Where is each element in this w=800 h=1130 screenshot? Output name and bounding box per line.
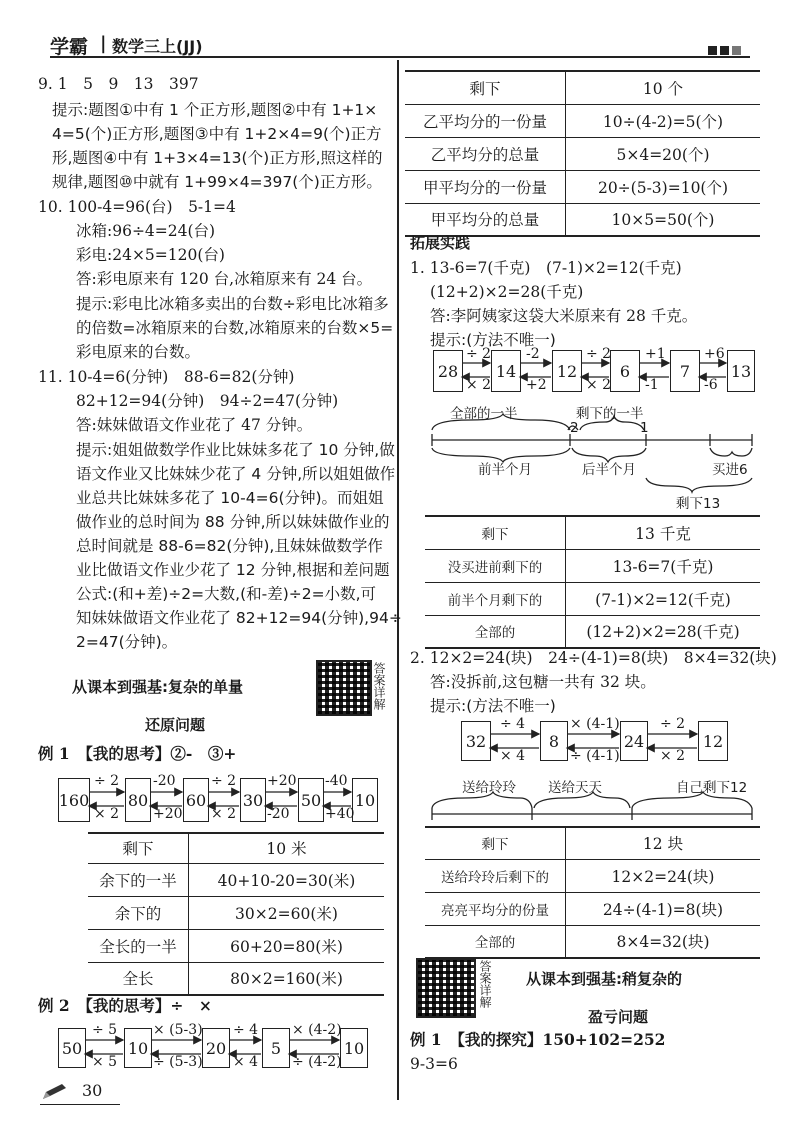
cell: 8×4=32(块): [566, 925, 761, 958]
cell: 前半个月剩下的: [425, 582, 566, 615]
flow-op: +20: [153, 806, 183, 822]
flow-op: ÷ 2: [660, 716, 686, 732]
cell: 40+10-20=30(米): [189, 863, 385, 896]
example-2-label: 例 2 【我的思考】÷ ×: [38, 996, 212, 1015]
flow-box: 24: [620, 721, 648, 761]
q10-hint-line: 提示:彩电比冰箱多卖出的台数÷彩电比冰箱多: [76, 295, 389, 313]
cell: 没买进前剩下的: [425, 549, 566, 582]
cell: 10 米: [189, 833, 385, 863]
flow-op: × (4-1): [570, 716, 620, 732]
cell: 80×2=160(米): [189, 962, 385, 995]
flow-op: × 2: [586, 377, 612, 393]
cell: 乙平均分的一份量: [405, 104, 566, 137]
cell: 余下的: [88, 896, 189, 929]
flow-box: 10: [124, 1028, 152, 1068]
q10-hint-line: 彩电原来的台数。: [76, 343, 201, 361]
flow-box: 7: [670, 350, 700, 392]
cell: 剩下: [88, 833, 189, 863]
flow-box: 12: [698, 721, 728, 761]
cell: 10×5=50(个): [566, 203, 761, 236]
flow-box: 10: [340, 1028, 368, 1068]
cell: 60+20=80(米): [189, 929, 385, 962]
flow-op: +20: [267, 773, 297, 789]
cell: 剩下: [405, 71, 566, 104]
flow-op: ÷ (4-1): [570, 748, 620, 764]
flow-op: × (4-2): [292, 1022, 342, 1038]
flow-box: 20: [202, 1028, 230, 1068]
example-1-label: 例 1 【我的思考】②- ③+: [38, 744, 237, 763]
cell: 24÷(4-1)=8(块): [566, 892, 761, 925]
q9-hint-line: 4=5(个)正方形,题图③中有 1+2×4=9(个)正方: [52, 125, 382, 143]
q10-line: 彩电:24×5=120(台): [76, 246, 225, 264]
section-subtitle: 盈亏问题: [588, 1008, 649, 1026]
flow-box: 14: [491, 350, 521, 392]
flow-box: 30: [240, 778, 266, 822]
flow-box: 80: [125, 778, 151, 822]
flow-op: ÷ 4: [500, 716, 526, 732]
cell: 12 块: [566, 827, 761, 859]
page-header-title: 数学三上(JJ): [112, 37, 203, 56]
flow-op: × 4: [500, 748, 526, 764]
cell: 甲平均分的一份量: [405, 170, 566, 203]
p2-line: 答:没拆前,这包糖一共有 32 块。: [430, 673, 656, 691]
q11-hint-line: 业总共比妹妹多花了 10-4=6(分钟)。而姐姐: [76, 489, 384, 507]
bracket-label: 送给玲玲: [462, 780, 516, 796]
flow-op: ÷ 2: [466, 346, 492, 362]
p1-hint: 提示:(方法不唯一): [430, 331, 556, 349]
q11-line: 82+12=94(分钟) 94÷2=47(分钟): [76, 392, 339, 410]
bracket-label: 送给天天: [548, 780, 602, 796]
flow-op: +6: [704, 346, 725, 362]
cell: 全部的: [425, 615, 566, 648]
flow-box: 50: [298, 778, 324, 822]
p2-line: 2. 12×2=24(块) 24÷(4-1)=8(块) 8×4=32(块): [410, 649, 777, 667]
cell: (7-1)×2=12(千克): [566, 582, 761, 615]
cell: 12×2=24(块): [566, 859, 761, 892]
section-title: 从课本到强基:复杂的单量: [72, 678, 243, 696]
cell: 20÷(5-3)=10(个): [566, 170, 761, 203]
cell: 剩下: [425, 516, 566, 549]
cell: 13 千克: [566, 516, 761, 549]
flow-op: -40: [325, 773, 348, 789]
q11-hint-line: 提示:姐姐做数学作业比妹妹多花了 10 分钟,做: [76, 441, 395, 459]
p2-hint: 提示:(方法不唯一): [430, 697, 556, 715]
cell: 送给玲玲后剩下的: [425, 859, 566, 892]
bracket-label: 2: [570, 420, 579, 436]
flow-box: 13: [727, 350, 755, 392]
practice-title: 拓展实践: [410, 234, 471, 252]
bracket-label: 后半个月: [582, 462, 636, 478]
qr-note: 答案详解: [372, 662, 386, 710]
flow-op: × 5: [92, 1054, 118, 1070]
q9-hint-line: 形,题图④中有 1+3×4=13(个)正方形,照这样的: [52, 149, 383, 167]
q11-hint-line: 业比做语文作业少花了 12 分钟,根据和差问题: [76, 561, 390, 579]
header-separator: |: [100, 33, 107, 54]
q11-line: 答:妹妹做语文作业花了 47 分钟。: [76, 416, 313, 434]
cell: 甲平均分的总量: [405, 203, 566, 236]
flow-op: -20: [153, 773, 176, 789]
cell: 13-6=7(千克): [566, 549, 761, 582]
cell: 乙平均分的总量: [405, 137, 566, 170]
right-example-1-line: 9-3=6: [410, 1055, 458, 1073]
flow-op: ÷ 2: [211, 773, 237, 789]
cell: 剩下: [425, 827, 566, 859]
flow-op: × 4: [233, 1054, 259, 1070]
section-subtitle: 还原问题: [145, 716, 206, 734]
q11-hint-line: 总时间就是 88-6=82(分钟),且妹妹做数学作: [76, 537, 383, 555]
flow-op: -1: [645, 377, 659, 393]
cell: 亮亮平均分的份量: [425, 892, 566, 925]
flow-op: -2: [526, 346, 540, 362]
flow-op: ÷ (5-3): [153, 1054, 203, 1070]
bracket-label: 全部的一半: [450, 406, 518, 422]
bracket-label: 自己剩下12: [676, 780, 748, 796]
flow-op: -6: [704, 377, 718, 393]
flow-op: ÷ 5: [92, 1022, 118, 1038]
flow-op: ÷ 4: [233, 1022, 259, 1038]
flow-box: 28: [433, 350, 463, 392]
logo: 学霸: [50, 36, 89, 58]
cell: 10 个: [566, 71, 761, 104]
flow-op: +2: [526, 377, 547, 393]
flow-op: ÷ 2: [94, 773, 120, 789]
flow-op: -20: [267, 806, 290, 822]
bracket-label: 剩下13: [676, 496, 721, 512]
flow-box: 6: [610, 350, 640, 392]
right-example-1-label: 例 1 【我的探究】150+102=252: [410, 1030, 666, 1049]
flow-box: 8: [540, 721, 568, 761]
cell: (12+2)×2=28(千克): [566, 615, 761, 648]
flow-box: 10: [352, 778, 378, 822]
qr-note: 答案详解: [478, 960, 492, 1008]
flow-box: 12: [552, 350, 582, 392]
flow-op: × 2: [660, 748, 686, 764]
flow-op: × (5-3): [153, 1022, 203, 1038]
q11-hint-line: 公式:(和+差)÷2=大数,(和-差)÷2=小数,可: [76, 585, 377, 603]
flow-box: 60: [183, 778, 209, 822]
cell: 30×2=60(米): [189, 896, 385, 929]
page-number: 30: [82, 1081, 103, 1100]
p1-line: 1. 13-6=7(千克) (7-1)×2=12(千克): [410, 259, 682, 277]
cell: 全部的: [425, 925, 566, 958]
q10-line: 答:彩电原来有 120 台,冰箱原来有 24 台。: [76, 270, 373, 288]
p1-line: (12+2)×2=28(千克): [430, 283, 584, 301]
flow-op: +1: [645, 346, 666, 362]
q10-hint-line: 的倍数=冰箱原来的台数,冰箱原来的台数×5=: [76, 319, 394, 337]
flow-op: ÷ 2: [586, 346, 612, 362]
flow-op: × 2: [94, 806, 120, 822]
q9-hint-line: 提示:题图①中有 1 个正方形,题图②中有 1+1×: [52, 101, 378, 119]
flow-op: × 2: [466, 377, 492, 393]
bracket-label: 买进6: [712, 462, 748, 478]
q9-answer: 9. 1 5 9 13 397: [38, 75, 199, 93]
flow-op: +40: [325, 806, 355, 822]
p1-line: 答:李阿姨家这袋大米原来有 28 千克。: [430, 307, 698, 325]
flow-box: 160: [58, 778, 90, 822]
cell: 全长: [88, 962, 189, 995]
q11-hint-line: 2=47(分钟)。: [76, 633, 178, 651]
bracket-label: 剩下的一半: [576, 406, 644, 422]
q11-line: 11. 10-4=6(分钟) 88-6=82(分钟): [38, 368, 295, 386]
bracket-label: 前半个月: [478, 462, 532, 478]
q10-line: 10. 100-4=96(台) 5-1=4: [38, 198, 236, 216]
flow-box: 50: [58, 1028, 86, 1068]
flow-box: 5: [262, 1028, 290, 1068]
flow-op: × 2: [211, 806, 237, 822]
q11-hint-line: 语文作业又比妹妹少花了 4 分钟,所以姐姐做作: [76, 465, 396, 483]
q11-hint-line: 知妹妹做语文作业花了 82+12=94(分钟),94÷: [76, 609, 402, 627]
cell: 10÷(4-2)=5(个): [566, 104, 761, 137]
flow-box: 32: [461, 721, 491, 761]
cell: 5×4=20(个): [566, 137, 761, 170]
flow-op: ÷ (4-2): [292, 1054, 342, 1070]
q10-line: 冰箱:96÷4=24(台): [76, 222, 216, 240]
bracket-label: 1: [640, 420, 649, 436]
q9-hint-line: 规律,题图⑩中就有 1+99×4=397(个)正方形。: [52, 173, 382, 191]
cell: 全长的一半: [88, 929, 189, 962]
section-title: 从课本到强基:稍复杂的: [526, 970, 682, 988]
cell: 余下的一半: [88, 863, 189, 896]
q11-hint-line: 做作业的总时间为 88 分钟,所以妹妹做作业的: [76, 513, 390, 531]
